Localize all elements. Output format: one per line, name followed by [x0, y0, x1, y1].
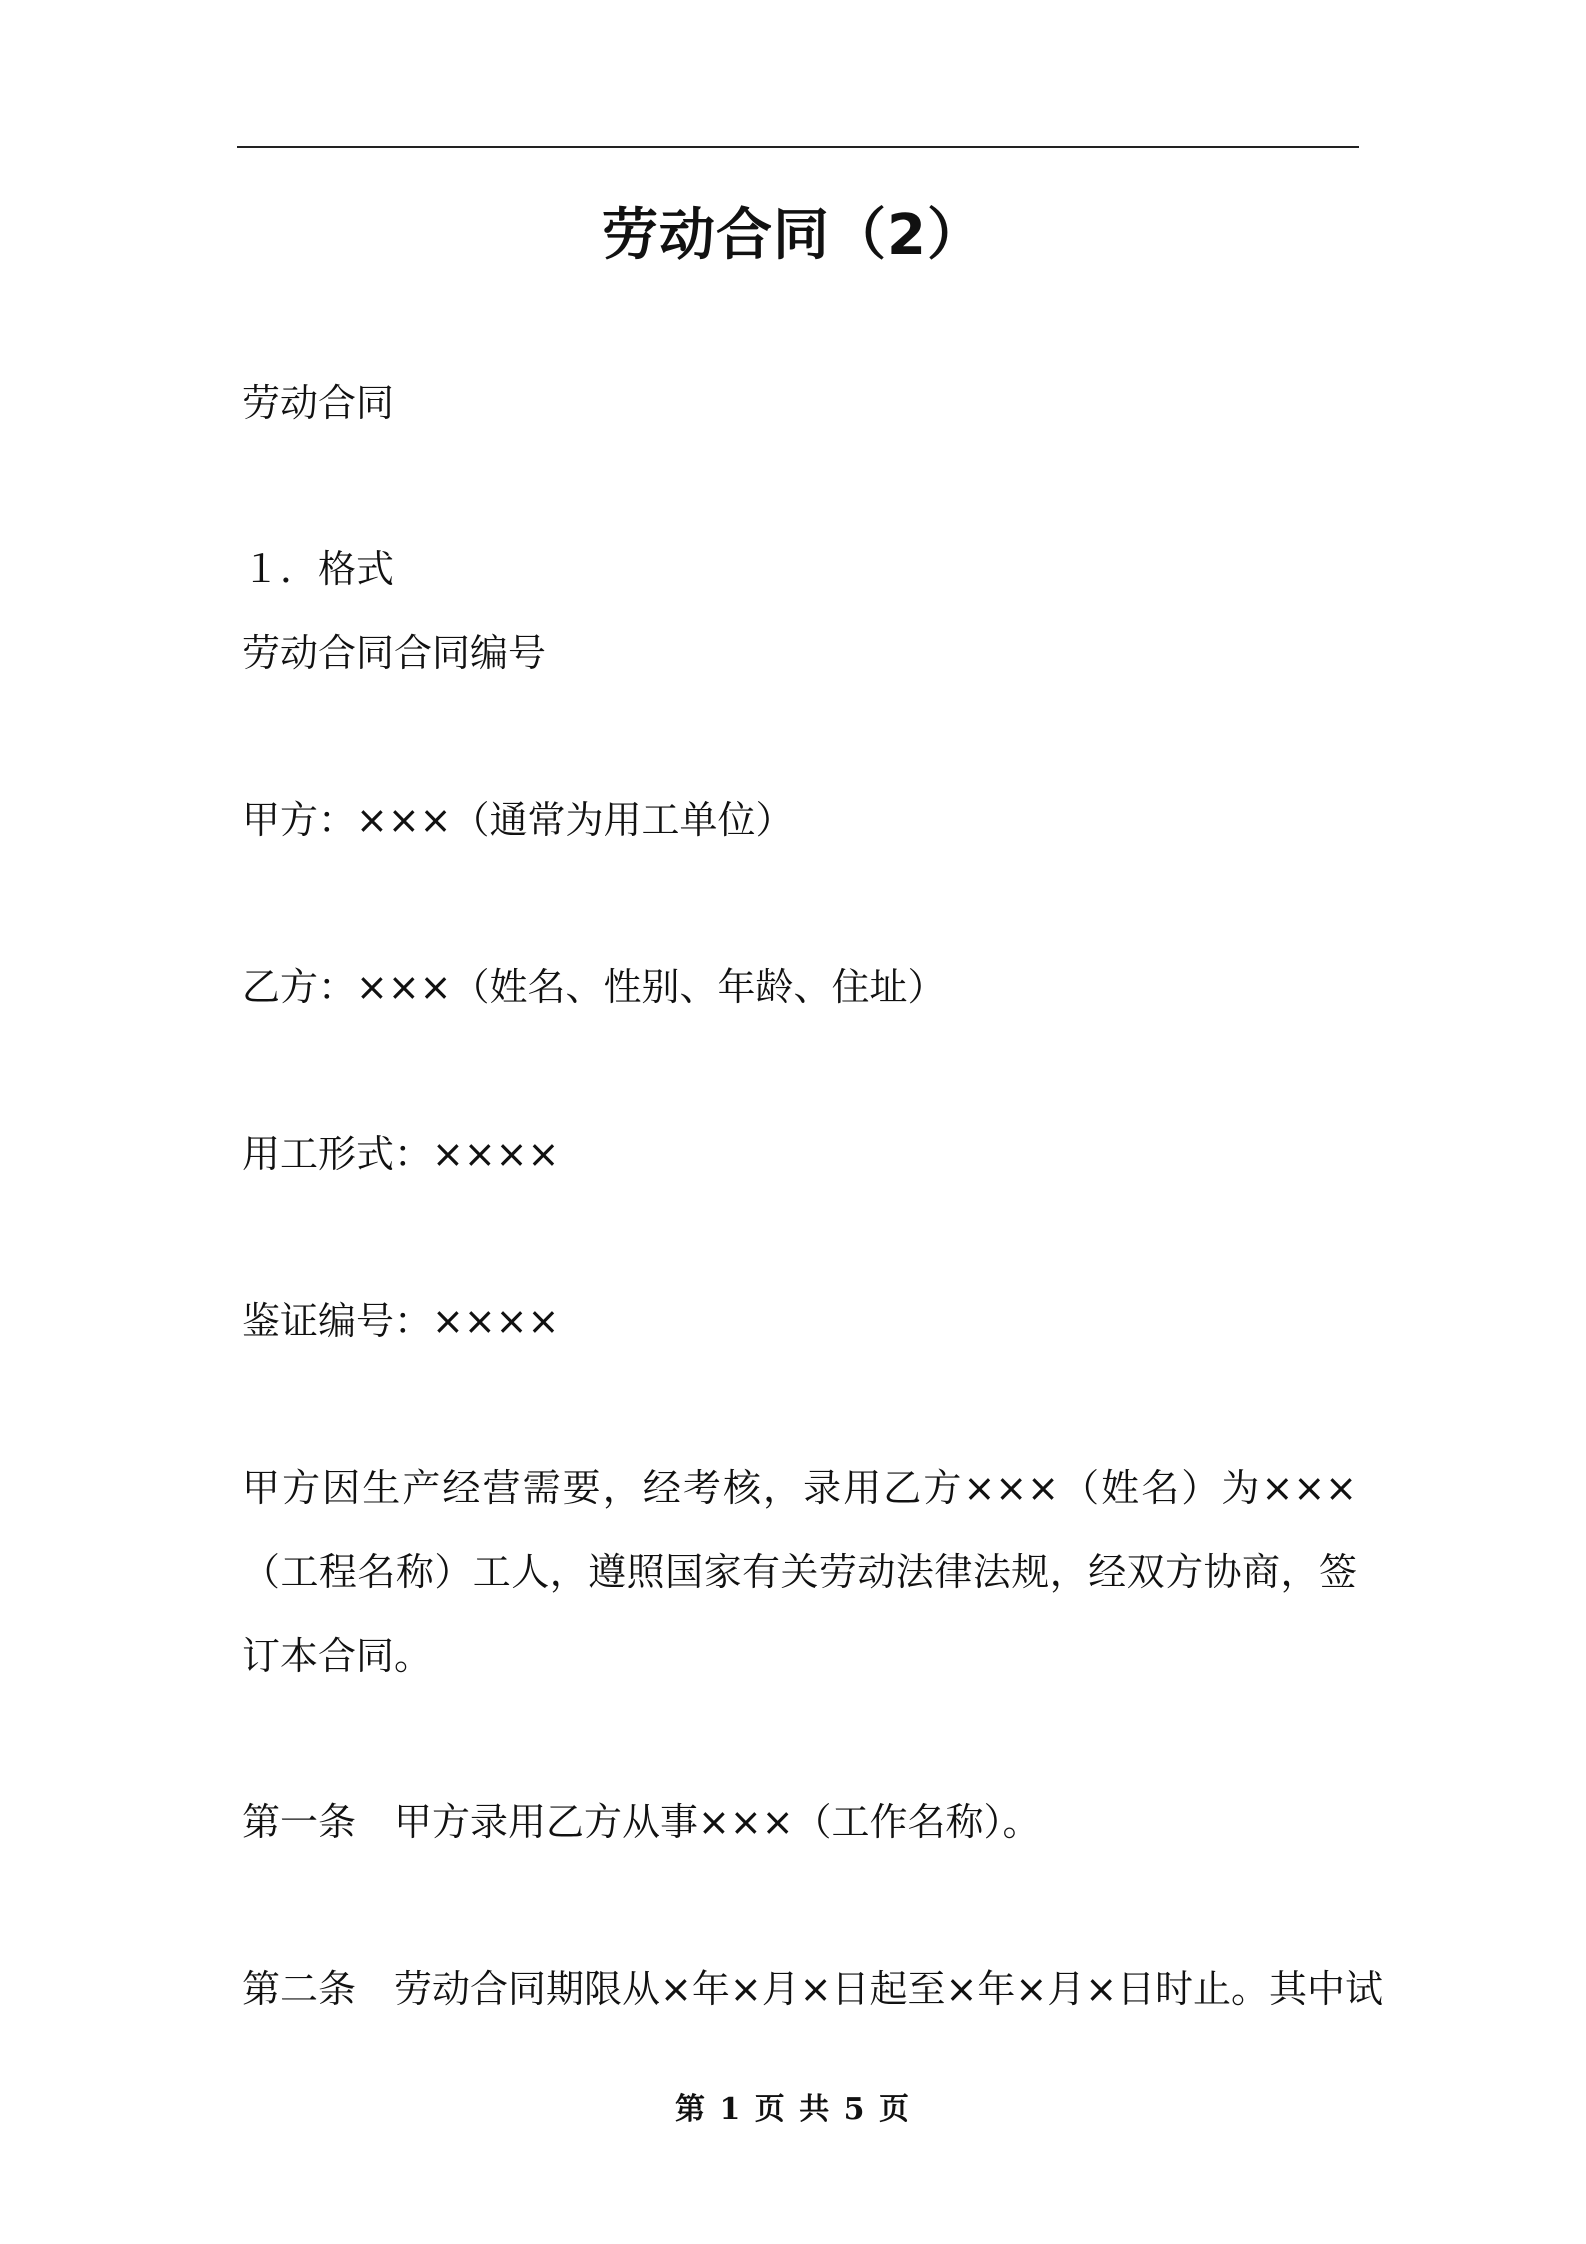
article-2-text: 劳动合同期限从×年×月×日起至×年×月×日时止。其中试	[394, 1967, 1384, 2011]
article-2-number: 第二条	[242, 1967, 357, 2011]
party-a-line: 甲方：×××（通常为用工单位）	[242, 798, 794, 842]
page-footer: 第 1 页 共 5 页	[675, 2092, 911, 2127]
article-1-text: 甲方录用乙方从事×××（工作名称）。	[394, 1800, 1041, 1844]
article-2	[242, 1964, 1384, 2014]
document-title: 劳动合同（2）	[602, 203, 984, 268]
preamble-paragraph: 甲方因生产经营需要，经考核，录用乙方×××（姓名）为×××（工程名称）工人，遵照国家有关劳动法律法规，经双方协商，签订本合同。	[242, 1466, 1357, 1678]
article-1-number: 第一条	[242, 1800, 357, 1844]
contract-number-label: 劳动合同合同编号	[242, 631, 547, 675]
employment-form-line: 用工形式：××××	[242, 1132, 560, 1176]
section-heading: １．格式	[242, 547, 395, 591]
header-divider	[237, 146, 1359, 148]
certification-number-line: 鉴证编号：××××	[242, 1299, 560, 1343]
contract-subtitle: 劳动合同	[242, 381, 395, 425]
article-1	[242, 1797, 1357, 1847]
party-b-line: 乙方：×××（姓名、性别、年龄、住址）	[242, 965, 946, 1009]
